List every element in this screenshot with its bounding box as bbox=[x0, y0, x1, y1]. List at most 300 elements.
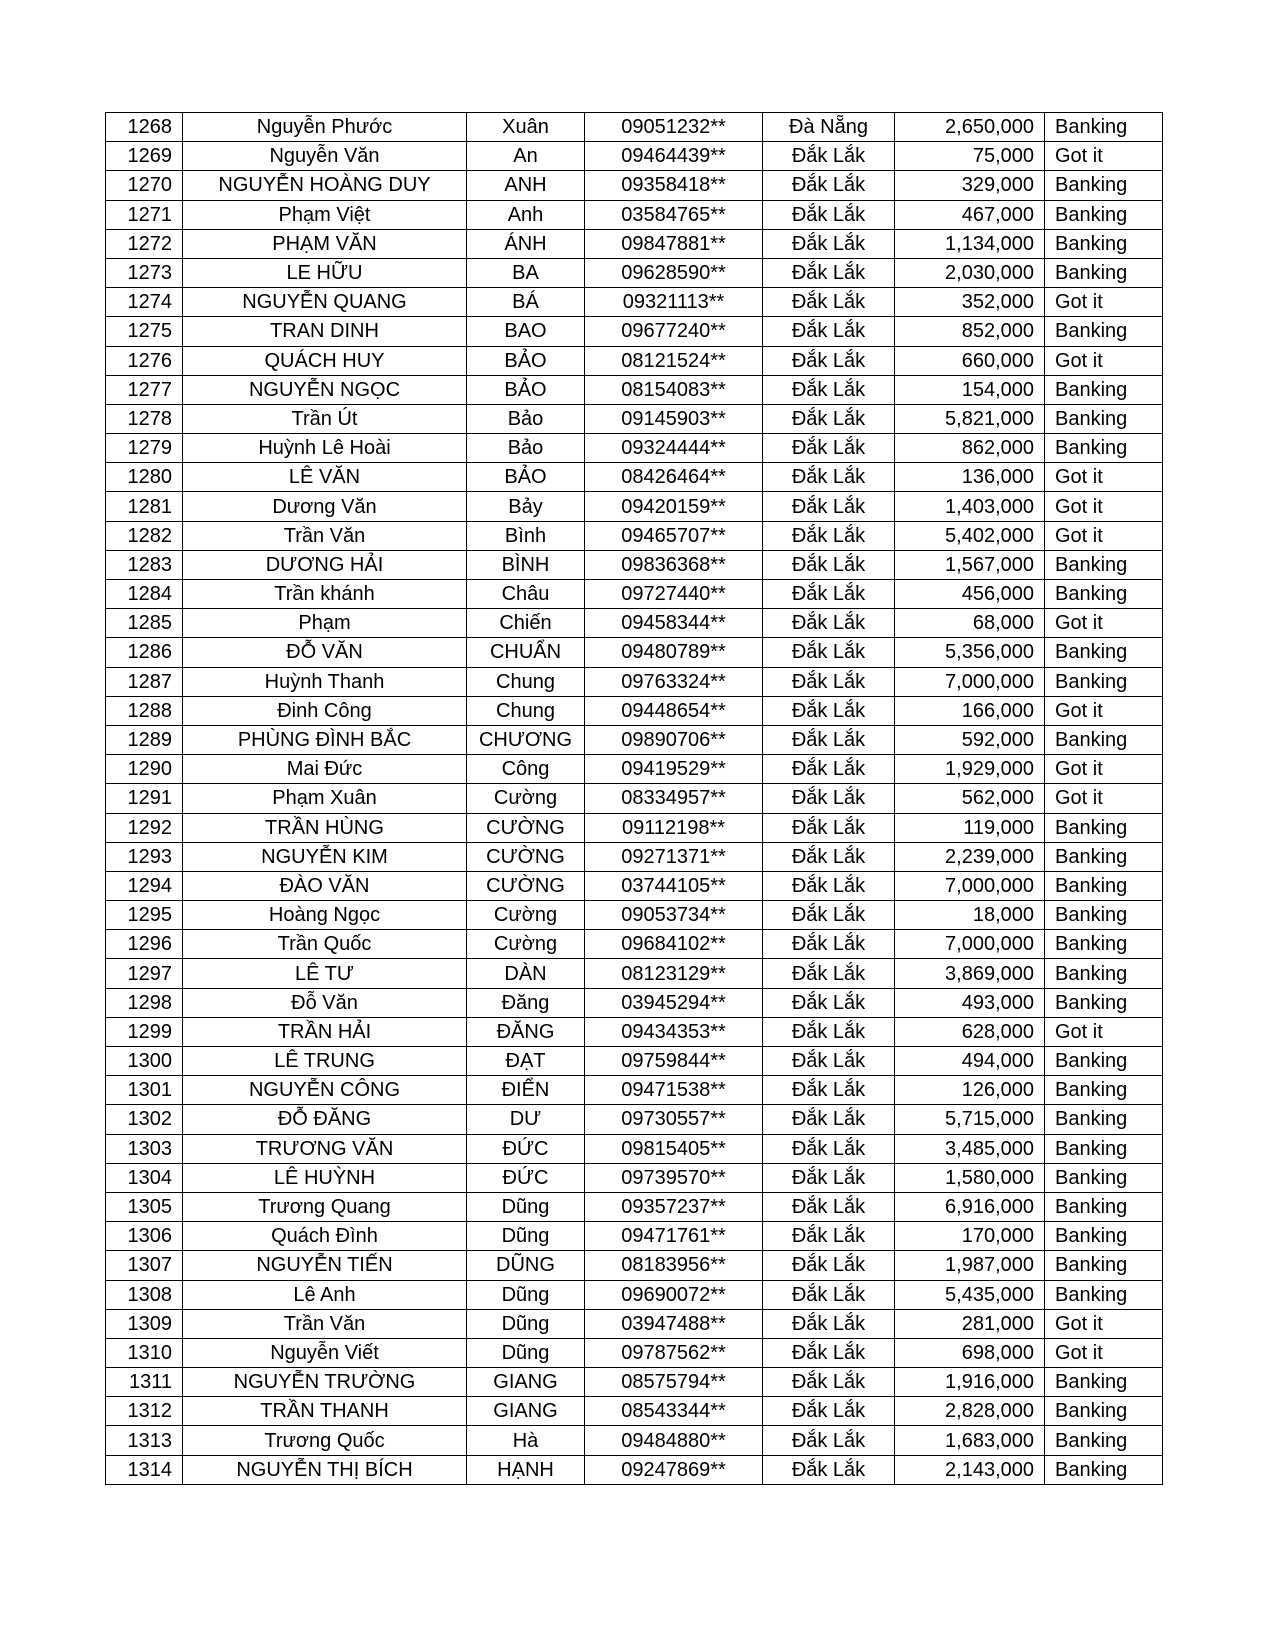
phone-number-cell: 09471761** bbox=[585, 1222, 763, 1251]
row-number-cell: 1304 bbox=[106, 1163, 183, 1192]
amount-cell: 7,000,000 bbox=[895, 871, 1045, 900]
table-row bbox=[106, 1047, 1163, 1076]
surname-middle-name-cell: ĐÀO VĂN bbox=[183, 871, 467, 900]
table-row bbox=[106, 638, 1163, 667]
amount-cell: 1,929,000 bbox=[895, 755, 1045, 784]
payment-method-cell: Banking bbox=[1045, 375, 1163, 404]
province-cell: Đắk Lắk bbox=[763, 959, 895, 988]
surname-middle-name-cell: TRẦN THANH bbox=[183, 1397, 467, 1426]
table-row bbox=[106, 813, 1163, 842]
phone-number-cell: 09247869** bbox=[585, 1455, 763, 1484]
row-number-cell: 1284 bbox=[106, 580, 183, 609]
surname-middle-name-cell: Trần Văn bbox=[183, 521, 467, 550]
row-number-cell: 1302 bbox=[106, 1105, 183, 1134]
province-cell: Đắk Lắk bbox=[763, 1455, 895, 1484]
table-row bbox=[106, 930, 1163, 959]
given-name-cell: Dũng bbox=[467, 1309, 585, 1338]
phone-number-cell: 09321113** bbox=[585, 288, 763, 317]
amount-cell: 456,000 bbox=[895, 580, 1045, 609]
province-cell: Đắk Lắk bbox=[763, 1163, 895, 1192]
surname-middle-name-cell: DƯƠNG HẢI bbox=[183, 550, 467, 579]
province-cell: Đắk Lắk bbox=[763, 1368, 895, 1397]
province-cell: Đắk Lắk bbox=[763, 755, 895, 784]
table-row bbox=[106, 1017, 1163, 1046]
province-cell: Đắk Lắk bbox=[763, 463, 895, 492]
table-row bbox=[106, 696, 1163, 725]
row-number-cell: 1289 bbox=[106, 725, 183, 754]
payment-method-cell: Got it bbox=[1045, 1338, 1163, 1367]
given-name-cell: Dũng bbox=[467, 1338, 585, 1367]
province-cell: Đắk Lắk bbox=[763, 1309, 895, 1338]
table-row bbox=[106, 959, 1163, 988]
surname-middle-name-cell: NGUYỄN HOÀNG DUY bbox=[183, 171, 467, 200]
table-row bbox=[106, 346, 1163, 375]
phone-number-cell: 03947488** bbox=[585, 1309, 763, 1338]
given-name-cell: Hà bbox=[467, 1426, 585, 1455]
payment-method-cell: Banking bbox=[1045, 667, 1163, 696]
phone-number-cell: 09484880** bbox=[585, 1426, 763, 1455]
payment-method-cell: Banking bbox=[1045, 1192, 1163, 1221]
surname-middle-name-cell: Hoàng Ngọc bbox=[183, 901, 467, 930]
given-name-cell: CƯỜNG bbox=[467, 871, 585, 900]
amount-cell: 5,402,000 bbox=[895, 521, 1045, 550]
payment-method-cell: Banking bbox=[1045, 901, 1163, 930]
surname-middle-name-cell: Đỗ Văn bbox=[183, 988, 467, 1017]
amount-cell: 2,239,000 bbox=[895, 842, 1045, 871]
phone-number-cell: 09763324** bbox=[585, 667, 763, 696]
province-cell: Đắk Lắk bbox=[763, 901, 895, 930]
surname-middle-name-cell: Lê Anh bbox=[183, 1280, 467, 1309]
surname-middle-name-cell: Trương Quốc bbox=[183, 1426, 467, 1455]
surname-middle-name-cell: NGUYỄN KIM bbox=[183, 842, 467, 871]
province-cell: Đắk Lắk bbox=[763, 609, 895, 638]
phone-number-cell: 09458344** bbox=[585, 609, 763, 638]
payment-method-cell: Banking bbox=[1045, 1280, 1163, 1309]
table-row bbox=[106, 871, 1163, 900]
amount-cell: 1,567,000 bbox=[895, 550, 1045, 579]
given-name-cell: ĐĂNG bbox=[467, 1017, 585, 1046]
phone-number-cell: 09890706** bbox=[585, 725, 763, 754]
payment-method-cell: Banking bbox=[1045, 229, 1163, 258]
amount-cell: 592,000 bbox=[895, 725, 1045, 754]
row-number-cell: 1283 bbox=[106, 550, 183, 579]
province-cell: Đắk Lắk bbox=[763, 1076, 895, 1105]
table-row bbox=[106, 1338, 1163, 1367]
given-name-cell: DƯ bbox=[467, 1105, 585, 1134]
row-number-cell: 1279 bbox=[106, 434, 183, 463]
amount-cell: 1,134,000 bbox=[895, 229, 1045, 258]
row-number-cell: 1307 bbox=[106, 1251, 183, 1280]
surname-middle-name-cell: LE HỮU bbox=[183, 258, 467, 287]
phone-number-cell: 03945294** bbox=[585, 988, 763, 1017]
phone-number-cell: 09727440** bbox=[585, 580, 763, 609]
province-cell: Đắk Lắk bbox=[763, 229, 895, 258]
phone-number-cell: 09051232** bbox=[585, 113, 763, 142]
payment-method-cell: Banking bbox=[1045, 1426, 1163, 1455]
row-number-cell: 1314 bbox=[106, 1455, 183, 1484]
given-name-cell: Công bbox=[467, 755, 585, 784]
payment-method-cell: Got it bbox=[1045, 142, 1163, 171]
amount-cell: 2,030,000 bbox=[895, 258, 1045, 287]
given-name-cell: An bbox=[467, 142, 585, 171]
phone-number-cell: 09787562** bbox=[585, 1338, 763, 1367]
surname-middle-name-cell: Huỳnh Lê Hoài bbox=[183, 434, 467, 463]
table-row bbox=[106, 317, 1163, 346]
row-number-cell: 1281 bbox=[106, 492, 183, 521]
row-number-cell: 1309 bbox=[106, 1309, 183, 1338]
payment-method-cell: Banking bbox=[1045, 813, 1163, 842]
phone-number-cell: 03584765** bbox=[585, 200, 763, 229]
surname-middle-name-cell: Trương Quang bbox=[183, 1192, 467, 1221]
payment-method-cell: Banking bbox=[1045, 1455, 1163, 1484]
table-row bbox=[106, 229, 1163, 258]
row-number-cell: 1303 bbox=[106, 1134, 183, 1163]
row-number-cell: 1297 bbox=[106, 959, 183, 988]
surname-middle-name-cell: Phạm Việt bbox=[183, 200, 467, 229]
table-body bbox=[106, 113, 1163, 1485]
payment-method-cell: Banking bbox=[1045, 1076, 1163, 1105]
table-row bbox=[106, 1280, 1163, 1309]
payment-method-cell: Got it bbox=[1045, 755, 1163, 784]
table-row bbox=[106, 1455, 1163, 1484]
province-cell: Đắk Lắk bbox=[763, 784, 895, 813]
payment-method-cell: Banking bbox=[1045, 171, 1163, 200]
phone-number-cell: 09420159** bbox=[585, 492, 763, 521]
amount-cell: 68,000 bbox=[895, 609, 1045, 638]
given-name-cell: Chung bbox=[467, 696, 585, 725]
province-cell: Đắk Lắk bbox=[763, 1134, 895, 1163]
province-cell: Đắk Lắk bbox=[763, 1192, 895, 1221]
amount-cell: 18,000 bbox=[895, 901, 1045, 930]
payment-method-cell: Got it bbox=[1045, 609, 1163, 638]
table-row bbox=[106, 1426, 1163, 1455]
amount-cell: 493,000 bbox=[895, 988, 1045, 1017]
given-name-cell: ĐẠT bbox=[467, 1047, 585, 1076]
given-name-cell: Dũng bbox=[467, 1192, 585, 1221]
given-name-cell: ĐỨC bbox=[467, 1134, 585, 1163]
table-row bbox=[106, 171, 1163, 200]
row-number-cell: 1280 bbox=[106, 463, 183, 492]
surname-middle-name-cell: Trần Quốc bbox=[183, 930, 467, 959]
surname-middle-name-cell: Đinh Công bbox=[183, 696, 467, 725]
amount-cell: 7,000,000 bbox=[895, 930, 1045, 959]
row-number-cell: 1295 bbox=[106, 901, 183, 930]
row-number-cell: 1305 bbox=[106, 1192, 183, 1221]
payment-method-cell: Banking bbox=[1045, 317, 1163, 346]
province-cell: Đắk Lắk bbox=[763, 696, 895, 725]
surname-middle-name-cell: Nguyễn Phước bbox=[183, 113, 467, 142]
given-name-cell: Xuân bbox=[467, 113, 585, 142]
payment-method-cell: Banking bbox=[1045, 638, 1163, 667]
payment-method-cell: Banking bbox=[1045, 1397, 1163, 1426]
phone-number-cell: 09815405** bbox=[585, 1134, 763, 1163]
table-row bbox=[106, 375, 1163, 404]
amount-cell: 467,000 bbox=[895, 200, 1045, 229]
surname-middle-name-cell: LÊ TƯ bbox=[183, 959, 467, 988]
province-cell: Đắk Lắk bbox=[763, 346, 895, 375]
surname-middle-name-cell: Nguyễn Văn bbox=[183, 142, 467, 171]
phone-number-cell: 09677240** bbox=[585, 317, 763, 346]
amount-cell: 352,000 bbox=[895, 288, 1045, 317]
table-row bbox=[106, 288, 1163, 317]
given-name-cell: Chiến bbox=[467, 609, 585, 638]
table-row bbox=[106, 667, 1163, 696]
row-number-cell: 1299 bbox=[106, 1017, 183, 1046]
payment-method-cell: Banking bbox=[1045, 1105, 1163, 1134]
phone-number-cell: 09324444** bbox=[585, 434, 763, 463]
given-name-cell: BẢO bbox=[467, 346, 585, 375]
amount-cell: 5,435,000 bbox=[895, 1280, 1045, 1309]
given-name-cell: CHUẨN bbox=[467, 638, 585, 667]
row-number-cell: 1286 bbox=[106, 638, 183, 667]
surname-middle-name-cell: Dương Văn bbox=[183, 492, 467, 521]
surname-middle-name-cell: Huỳnh Thanh bbox=[183, 667, 467, 696]
table-row bbox=[106, 550, 1163, 579]
payment-method-cell: Banking bbox=[1045, 1134, 1163, 1163]
row-number-cell: 1311 bbox=[106, 1368, 183, 1397]
amount-cell: 852,000 bbox=[895, 317, 1045, 346]
payment-method-cell: Banking bbox=[1045, 871, 1163, 900]
given-name-cell: Cường bbox=[467, 784, 585, 813]
row-number-cell: 1278 bbox=[106, 404, 183, 433]
amount-cell: 3,485,000 bbox=[895, 1134, 1045, 1163]
table-row bbox=[106, 521, 1163, 550]
payment-method-cell: Banking bbox=[1045, 842, 1163, 871]
amount-cell: 1,580,000 bbox=[895, 1163, 1045, 1192]
table-row bbox=[106, 404, 1163, 433]
given-name-cell: ÁNH bbox=[467, 229, 585, 258]
row-number-cell: 1274 bbox=[106, 288, 183, 317]
given-name-cell: DŨNG bbox=[467, 1251, 585, 1280]
surname-middle-name-cell: Trần Văn bbox=[183, 1309, 467, 1338]
payment-method-cell: Banking bbox=[1045, 930, 1163, 959]
phone-number-cell: 09271371** bbox=[585, 842, 763, 871]
amount-cell: 170,000 bbox=[895, 1222, 1045, 1251]
phone-number-cell: 03744105** bbox=[585, 871, 763, 900]
payment-method-cell: Got it bbox=[1045, 463, 1163, 492]
given-name-cell: Dũng bbox=[467, 1222, 585, 1251]
phone-number-cell: 08123129** bbox=[585, 959, 763, 988]
payment-method-cell: Banking bbox=[1045, 434, 1163, 463]
payment-method-cell: Banking bbox=[1045, 1368, 1163, 1397]
given-name-cell: BAO bbox=[467, 317, 585, 346]
payment-method-cell: Banking bbox=[1045, 200, 1163, 229]
phone-number-cell: 08154083** bbox=[585, 375, 763, 404]
table-row bbox=[106, 755, 1163, 784]
payment-method-cell: Banking bbox=[1045, 580, 1163, 609]
given-name-cell: GIANG bbox=[467, 1368, 585, 1397]
table-row bbox=[106, 113, 1163, 142]
province-cell: Đắk Lắk bbox=[763, 1017, 895, 1046]
row-number-cell: 1296 bbox=[106, 930, 183, 959]
row-number-cell: 1277 bbox=[106, 375, 183, 404]
province-cell: Đắk Lắk bbox=[763, 171, 895, 200]
phone-number-cell: 09739570** bbox=[585, 1163, 763, 1192]
province-cell: Đà Nẵng bbox=[763, 113, 895, 142]
given-name-cell: Bảo bbox=[467, 434, 585, 463]
row-number-cell: 1288 bbox=[106, 696, 183, 725]
row-number-cell: 1301 bbox=[106, 1076, 183, 1105]
amount-cell: 136,000 bbox=[895, 463, 1045, 492]
payment-method-cell: Got it bbox=[1045, 521, 1163, 550]
given-name-cell: DÀN bbox=[467, 959, 585, 988]
phone-number-cell: 08183956** bbox=[585, 1251, 763, 1280]
phone-number-cell: 09145903** bbox=[585, 404, 763, 433]
given-name-cell: BẢO bbox=[467, 375, 585, 404]
row-number-cell: 1292 bbox=[106, 813, 183, 842]
table-row bbox=[106, 1134, 1163, 1163]
payment-method-cell: Got it bbox=[1045, 1309, 1163, 1338]
payment-method-cell: Got it bbox=[1045, 1017, 1163, 1046]
amount-cell: 562,000 bbox=[895, 784, 1045, 813]
payment-method-cell: Banking bbox=[1045, 404, 1163, 433]
province-cell: Đắk Lắk bbox=[763, 375, 895, 404]
table-row bbox=[106, 784, 1163, 813]
payment-method-cell: Banking bbox=[1045, 550, 1163, 579]
province-cell: Đắk Lắk bbox=[763, 638, 895, 667]
row-number-cell: 1293 bbox=[106, 842, 183, 871]
amount-cell: 6,916,000 bbox=[895, 1192, 1045, 1221]
amount-cell: 166,000 bbox=[895, 696, 1045, 725]
province-cell: Đắk Lắk bbox=[763, 317, 895, 346]
row-number-cell: 1275 bbox=[106, 317, 183, 346]
province-cell: Đắk Lắk bbox=[763, 667, 895, 696]
table-row bbox=[106, 1368, 1163, 1397]
row-number-cell: 1294 bbox=[106, 871, 183, 900]
given-name-cell: ĐIỂN bbox=[467, 1076, 585, 1105]
phone-number-cell: 09053734** bbox=[585, 901, 763, 930]
amount-cell: 1,683,000 bbox=[895, 1426, 1045, 1455]
amount-cell: 329,000 bbox=[895, 171, 1045, 200]
surname-middle-name-cell: PHẠM VĂN bbox=[183, 229, 467, 258]
amount-cell: 5,356,000 bbox=[895, 638, 1045, 667]
row-number-cell: 1312 bbox=[106, 1397, 183, 1426]
province-cell: Đắk Lắk bbox=[763, 1280, 895, 1309]
surname-middle-name-cell: Trần khánh bbox=[183, 580, 467, 609]
province-cell: Đắk Lắk bbox=[763, 200, 895, 229]
given-name-cell: Chung bbox=[467, 667, 585, 696]
amount-cell: 1,916,000 bbox=[895, 1368, 1045, 1397]
payment-method-cell: Got it bbox=[1045, 696, 1163, 725]
phone-number-cell: 09471538** bbox=[585, 1076, 763, 1105]
payout-table bbox=[105, 112, 1163, 1485]
province-cell: Đắk Lắk bbox=[763, 142, 895, 171]
amount-cell: 119,000 bbox=[895, 813, 1045, 842]
surname-middle-name-cell: NGUYỄN NGỌC bbox=[183, 375, 467, 404]
payment-method-cell: Banking bbox=[1045, 959, 1163, 988]
amount-cell: 154,000 bbox=[895, 375, 1045, 404]
province-cell: Đắk Lắk bbox=[763, 550, 895, 579]
province-cell: Đắk Lắk bbox=[763, 288, 895, 317]
given-name-cell: BÁ bbox=[467, 288, 585, 317]
province-cell: Đắk Lắk bbox=[763, 1047, 895, 1076]
row-number-cell: 1308 bbox=[106, 1280, 183, 1309]
surname-middle-name-cell: ĐỖ ĐĂNG bbox=[183, 1105, 467, 1134]
phone-number-cell: 09684102** bbox=[585, 930, 763, 959]
province-cell: Đắk Lắk bbox=[763, 1426, 895, 1455]
given-name-cell: ANH bbox=[467, 171, 585, 200]
payment-method-cell: Banking bbox=[1045, 1163, 1163, 1192]
phone-number-cell: 09464439** bbox=[585, 142, 763, 171]
given-name-cell: ĐỨC bbox=[467, 1163, 585, 1192]
phone-number-cell: 09759844** bbox=[585, 1047, 763, 1076]
row-number-cell: 1291 bbox=[106, 784, 183, 813]
given-name-cell: Bảy bbox=[467, 492, 585, 521]
surname-middle-name-cell: TRẦN HÙNG bbox=[183, 813, 467, 842]
table-row bbox=[106, 1192, 1163, 1221]
surname-middle-name-cell: NGUYỄN TRƯỜNG bbox=[183, 1368, 467, 1397]
amount-cell: 660,000 bbox=[895, 346, 1045, 375]
province-cell: Đắk Lắk bbox=[763, 1338, 895, 1367]
given-name-cell: BẢO bbox=[467, 463, 585, 492]
given-name-cell: Cường bbox=[467, 901, 585, 930]
phone-number-cell: 09628590** bbox=[585, 258, 763, 287]
given-name-cell: Bình bbox=[467, 521, 585, 550]
amount-cell: 281,000 bbox=[895, 1309, 1045, 1338]
phone-number-cell: 09112198** bbox=[585, 813, 763, 842]
surname-middle-name-cell: NGUYỄN QUANG bbox=[183, 288, 467, 317]
amount-cell: 698,000 bbox=[895, 1338, 1045, 1367]
row-number-cell: 1313 bbox=[106, 1426, 183, 1455]
given-name-cell: GIANG bbox=[467, 1397, 585, 1426]
given-name-cell: Cường bbox=[467, 930, 585, 959]
table-row bbox=[106, 463, 1163, 492]
phone-number-cell: 08334957** bbox=[585, 784, 763, 813]
row-number-cell: 1269 bbox=[106, 142, 183, 171]
province-cell: Đắk Lắk bbox=[763, 1397, 895, 1426]
surname-middle-name-cell: Phạm bbox=[183, 609, 467, 638]
phone-number-cell: 08121524** bbox=[585, 346, 763, 375]
table-row bbox=[106, 609, 1163, 638]
table-row bbox=[106, 988, 1163, 1017]
payment-method-cell: Banking bbox=[1045, 725, 1163, 754]
phone-number-cell: 09836368** bbox=[585, 550, 763, 579]
surname-middle-name-cell: ĐỖ VĂN bbox=[183, 638, 467, 667]
amount-cell: 5,821,000 bbox=[895, 404, 1045, 433]
surname-middle-name-cell: Trần Út bbox=[183, 404, 467, 433]
payment-method-cell: Banking bbox=[1045, 988, 1163, 1017]
surname-middle-name-cell: TRƯƠNG VĂN bbox=[183, 1134, 467, 1163]
table-row bbox=[106, 1222, 1163, 1251]
table-row bbox=[106, 1397, 1163, 1426]
given-name-cell: CƯỜNG bbox=[467, 842, 585, 871]
surname-middle-name-cell: PHÙNG ĐÌNH BẮC bbox=[183, 725, 467, 754]
province-cell: Đắk Lắk bbox=[763, 725, 895, 754]
amount-cell: 628,000 bbox=[895, 1017, 1045, 1046]
amount-cell: 494,000 bbox=[895, 1047, 1045, 1076]
payment-method-cell: Banking bbox=[1045, 1251, 1163, 1280]
table-row bbox=[106, 200, 1163, 229]
province-cell: Đắk Lắk bbox=[763, 404, 895, 433]
phone-number-cell: 09357237** bbox=[585, 1192, 763, 1221]
surname-middle-name-cell: Mai Đức bbox=[183, 755, 467, 784]
row-number-cell: 1310 bbox=[106, 1338, 183, 1367]
amount-cell: 126,000 bbox=[895, 1076, 1045, 1105]
given-name-cell: BA bbox=[467, 258, 585, 287]
province-cell: Đắk Lắk bbox=[763, 1251, 895, 1280]
table-row bbox=[106, 725, 1163, 754]
payment-method-cell: Banking bbox=[1045, 258, 1163, 287]
phone-number-cell: 09730557** bbox=[585, 1105, 763, 1134]
surname-middle-name-cell: NGUYỄN TIẾN bbox=[183, 1251, 467, 1280]
table-row bbox=[106, 492, 1163, 521]
payment-method-cell: Banking bbox=[1045, 113, 1163, 142]
province-cell: Đắk Lắk bbox=[763, 434, 895, 463]
row-number-cell: 1298 bbox=[106, 988, 183, 1017]
table-row bbox=[106, 1076, 1163, 1105]
surname-middle-name-cell: NGUYỄN CÔNG bbox=[183, 1076, 467, 1105]
amount-cell: 2,828,000 bbox=[895, 1397, 1045, 1426]
